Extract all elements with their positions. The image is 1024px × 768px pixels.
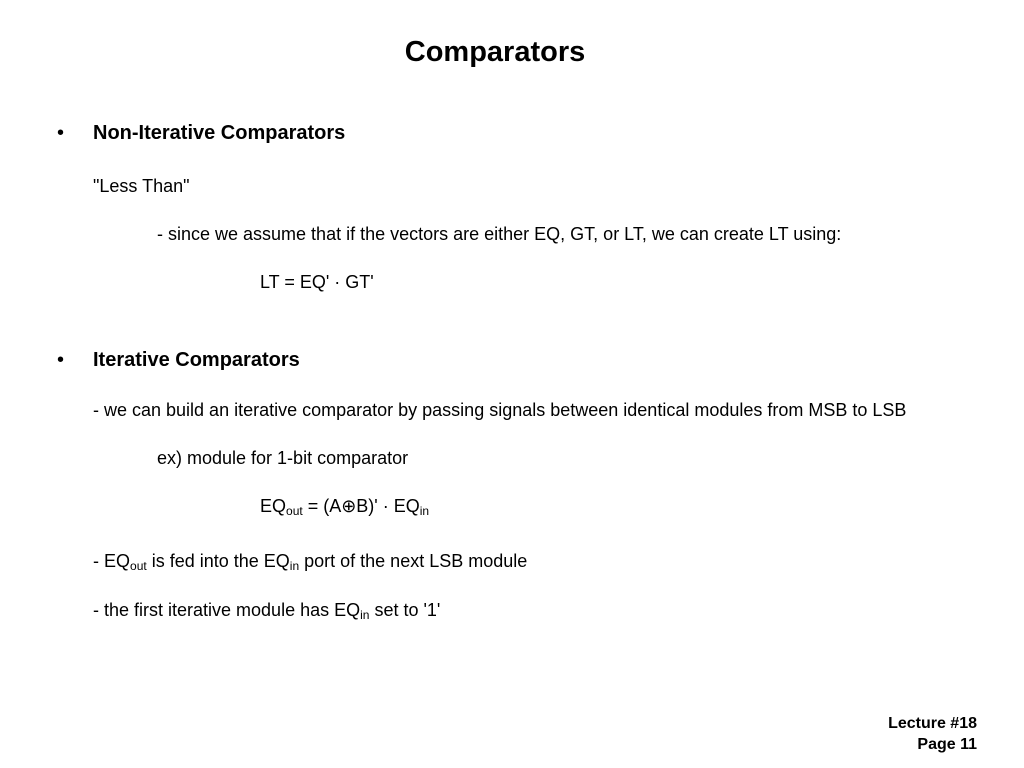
example-label: ex) module for 1-bit comparator <box>157 448 409 468</box>
bullet-iterative: • <box>57 349 65 371</box>
slide-footer <box>888 713 977 755</box>
bullet-non-iterative: • <box>57 122 65 144</box>
equation-eq-out <box>260 496 429 517</box>
line3-prefix: - the first iterative module has EQ <box>93 600 361 620</box>
line2-prefix: - EQ <box>93 551 131 571</box>
heading-non-iterative: Non-Iterative Comparators <box>93 122 346 144</box>
line2-suffix: port of the next LSB module <box>299 551 528 571</box>
slide-title: Comparators <box>404 36 586 68</box>
subheading-less-than: "Less Than" <box>93 176 190 196</box>
eq-rhs-subscript: in <box>419 504 430 518</box>
page-number: Page 11 <box>917 736 977 753</box>
line3-subscript-in: in <box>360 608 370 622</box>
line2-mid: is fed into the EQ <box>146 551 290 571</box>
iterative-description: - we can build an iterative comparator by passing signals between identical modules from MSB to LSB <box>93 400 907 420</box>
explanation-lt: - since we assume that if the vectors are either EQ, GT, or LT, we can create LT using: <box>157 224 842 244</box>
line2-subscript-out: out <box>130 559 147 573</box>
heading-iterative: Iterative Comparators <box>93 349 300 371</box>
eq-rhs: = (A⊕B)' · EQ <box>302 496 420 516</box>
line2-subscript-in: in <box>289 559 300 573</box>
line3-suffix: set to '1' <box>369 600 441 620</box>
lecture-number: Lecture #18 <box>888 715 977 732</box>
equation-lt: LT = EQ' · GT' <box>260 272 374 292</box>
first-module-line <box>93 600 440 621</box>
eq-out-fed-line <box>93 551 527 572</box>
eq-lhs-subscript: out <box>286 504 303 518</box>
eq-lhs: EQ <box>260 496 287 516</box>
